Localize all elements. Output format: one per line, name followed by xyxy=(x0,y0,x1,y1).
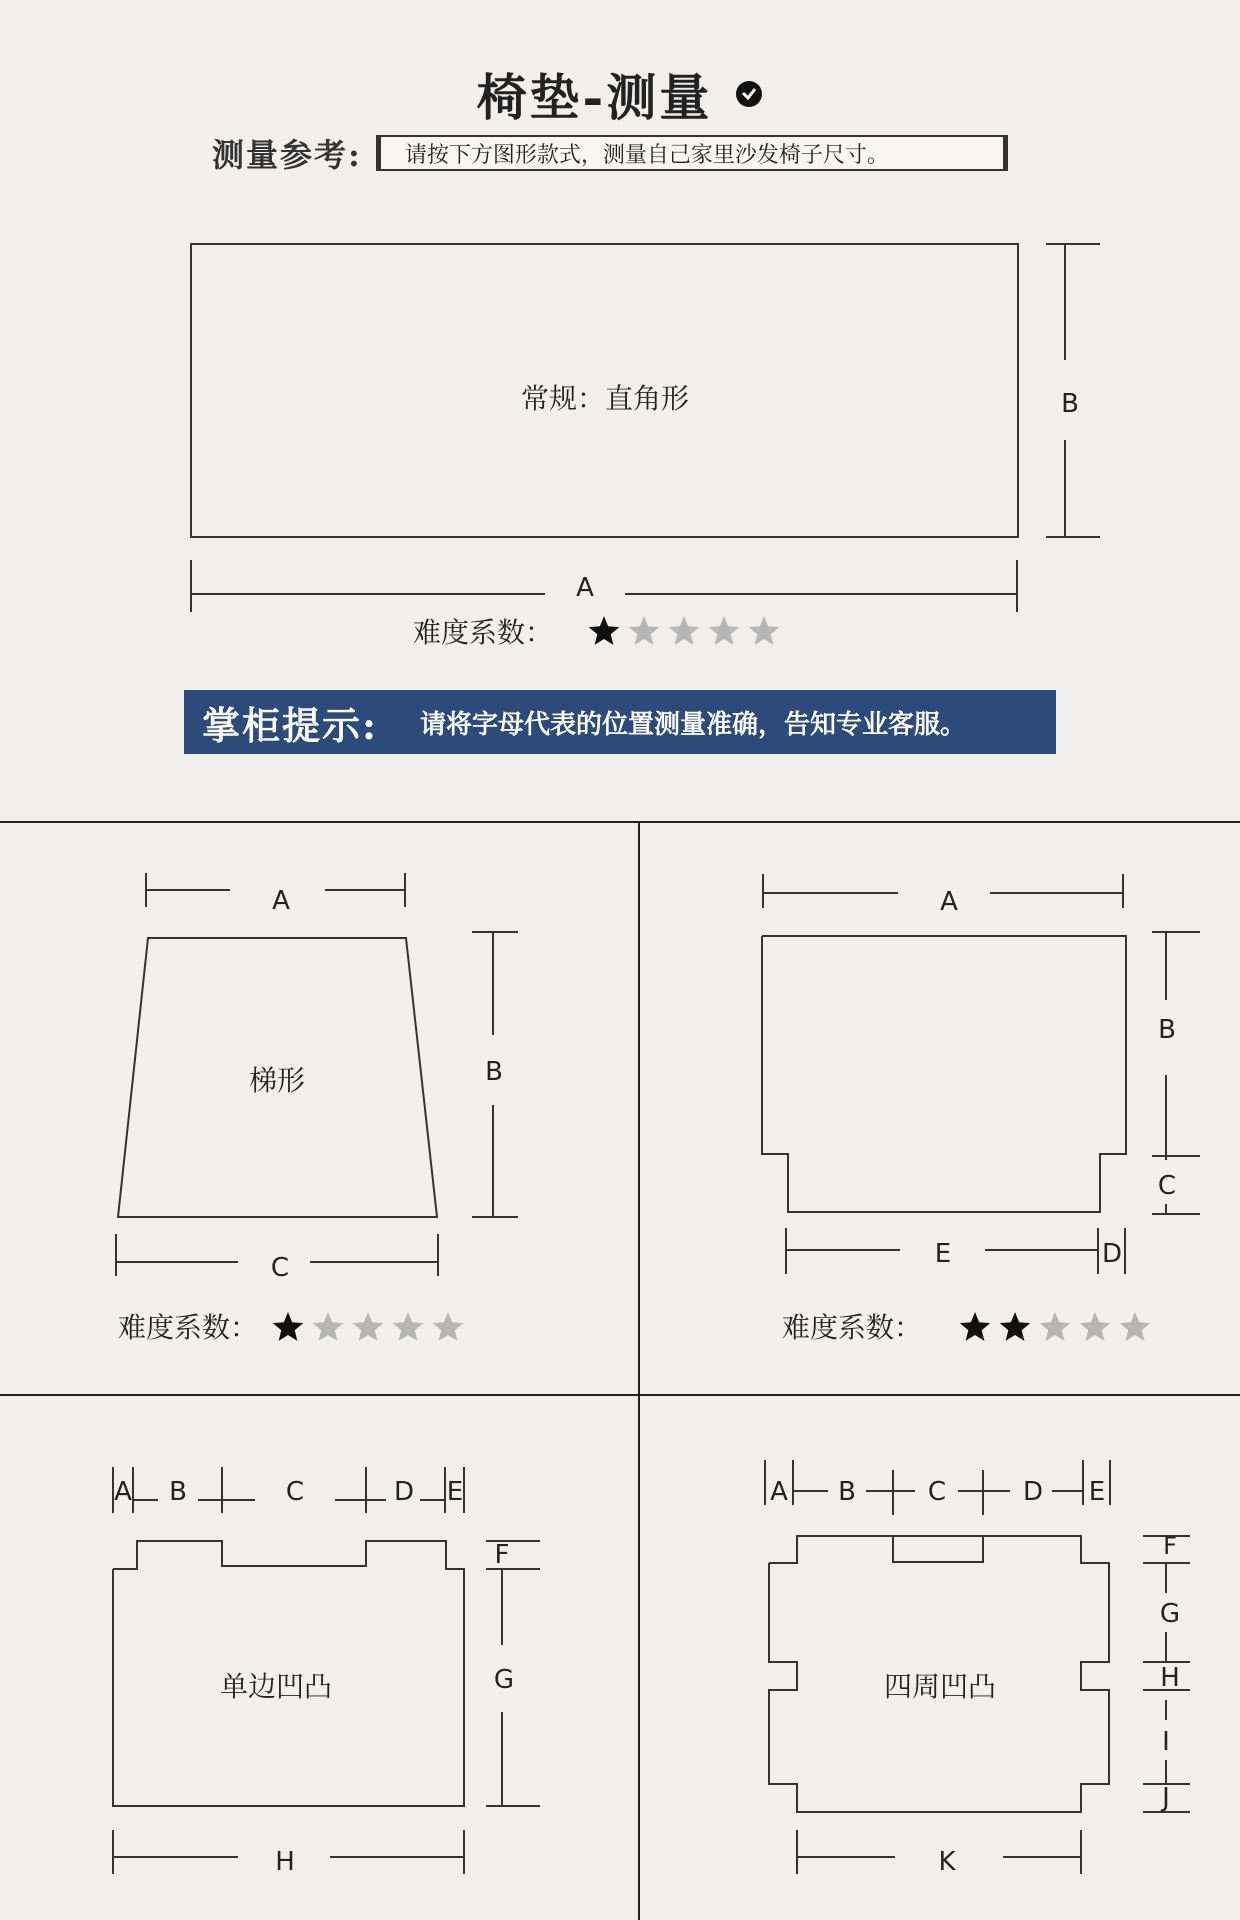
single-label-b: B xyxy=(169,1477,187,1507)
single-label-g: G xyxy=(493,1665,515,1695)
star-filled-icon xyxy=(589,616,619,645)
four-label-g: G xyxy=(1159,1599,1181,1629)
single-label-c: C xyxy=(285,1477,305,1507)
star-empty-icon xyxy=(709,616,739,645)
four-label-j: J xyxy=(1162,1783,1170,1813)
notch-label-d: D xyxy=(1101,1239,1123,1269)
rect-label-b: B xyxy=(1061,389,1079,419)
rect-difficulty-stars xyxy=(589,616,779,645)
difficulty-label: 难度系数： xyxy=(117,1311,258,1344)
notch-difficulty-stars xyxy=(960,1312,1150,1341)
four-label-b: B xyxy=(838,1477,856,1507)
four-label-h: H xyxy=(1160,1663,1180,1693)
star-empty-icon xyxy=(629,616,659,645)
star-empty-icon xyxy=(1080,1312,1110,1341)
four-side-top-notch xyxy=(893,1536,983,1562)
notch-label-a: A xyxy=(940,887,958,917)
notch-label-e: E xyxy=(934,1239,952,1269)
star-filled-icon xyxy=(273,1312,303,1341)
tip-title: 掌柜提示: xyxy=(202,702,379,748)
trap-label-a: A xyxy=(272,886,290,916)
four-label-k: K xyxy=(938,1847,956,1877)
trap-label-c: C xyxy=(270,1253,290,1283)
star-empty-icon xyxy=(353,1312,383,1341)
star-empty-icon xyxy=(1040,1312,1070,1341)
four-label-e: E xyxy=(1088,1477,1106,1507)
notched-shape xyxy=(762,936,1126,1212)
single-label-d: D xyxy=(393,1477,415,1507)
four-label-i: I xyxy=(1162,1727,1170,1757)
single-side-name: 单边凹凸 xyxy=(219,1670,333,1703)
difficulty-label: 难度系数： xyxy=(781,1311,922,1344)
four-side-name: 四周凹凸 xyxy=(883,1670,997,1703)
tip-text: 请将字母代表的位置测量准确，告知专业客服。 xyxy=(420,709,967,740)
trap-label-b: B xyxy=(485,1057,503,1087)
star-empty-icon xyxy=(749,616,779,645)
trapezoid-name: 梯形 xyxy=(248,1064,306,1097)
difficulty-label: 难度系数： xyxy=(412,616,553,649)
four-label-d: D xyxy=(1022,1477,1044,1507)
ref-label: 测量参考: xyxy=(212,136,362,174)
trap-difficulty-stars xyxy=(273,1312,463,1341)
four-label-c: C xyxy=(927,1477,947,1507)
star-empty-icon xyxy=(1120,1312,1150,1341)
star-empty-icon xyxy=(669,616,699,645)
ref-text: 请按下方图形款式，测量自己家里沙发椅子尺寸。 xyxy=(404,142,889,168)
page-title: 椅垫-测量 xyxy=(476,68,713,127)
star-empty-icon xyxy=(313,1312,343,1341)
star-filled-icon xyxy=(1000,1312,1030,1341)
rect-label-a: A xyxy=(576,573,594,603)
four-label-a: A xyxy=(770,1477,788,1507)
single-label-h: H xyxy=(275,1847,295,1877)
rectangle-name: 常规：直角形 xyxy=(520,382,690,415)
star-empty-icon xyxy=(433,1312,463,1341)
notch-label-b: B xyxy=(1158,1015,1176,1045)
single-label-a: A xyxy=(114,1477,132,1507)
four-label-f: F xyxy=(1163,1532,1177,1560)
notch-label-c: C xyxy=(1157,1171,1177,1201)
star-filled-icon xyxy=(960,1312,990,1341)
single-label-f: F xyxy=(494,1540,510,1570)
star-empty-icon xyxy=(393,1312,423,1341)
single-label-e: E xyxy=(446,1477,464,1507)
